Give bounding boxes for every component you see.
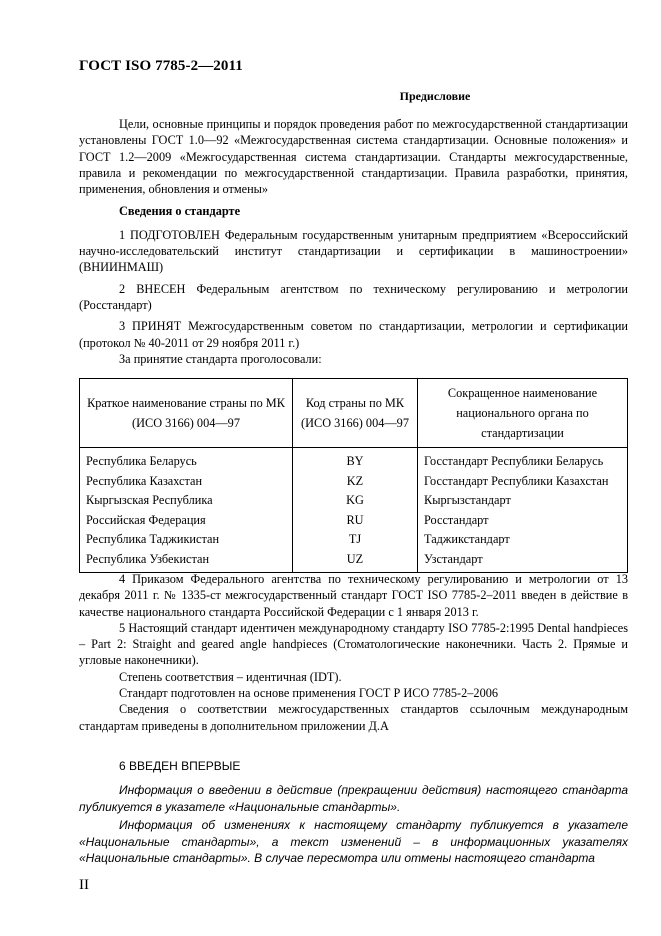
info-heading: Сведения о стандарте xyxy=(119,204,241,219)
foreword-title: Предисловие xyxy=(399,89,471,103)
country-code-cell: KG xyxy=(293,491,418,511)
info-item-3: 3 ПРИНЯТ Межгосударственным советом по стандартизации, метрологии и сертификации (протокол № 40-2011 от 29 ноября 2011 г.) xyxy=(79,319,628,350)
header-country-name: Краткое наименование страны по МК (ИСО 3166) 004—97 xyxy=(80,379,293,448)
foreword-title-row xyxy=(79,89,628,104)
info-item-5: 5 Настоящий стандарт идентичен международному стандарту ISO 7785-2:1995 Dental handpieces – Part 2: Straight and geared angle handpieces (Стоматологические наконечники. Часть 2. Прямые и угловые наконечники). xyxy=(79,620,628,668)
item-6-heading-row xyxy=(79,758,628,775)
country-code-cell: RU xyxy=(293,511,418,531)
page-number: II xyxy=(79,877,89,893)
post-table-body xyxy=(79,571,628,734)
header-country-code: Код страны по МК (ИСО 3166) 004—97 xyxy=(293,379,418,448)
country-code-cell: TJ xyxy=(293,530,418,550)
country-code-cell: KZ xyxy=(293,472,418,492)
national-body-cell: Узстандарт xyxy=(418,550,628,572)
country-name-cell: Республика Таджикистан xyxy=(80,530,293,550)
table-row xyxy=(80,511,628,531)
foreword-body xyxy=(79,116,628,367)
table-row xyxy=(80,472,628,492)
national-body-cell: Госстандарт Республики Беларусь xyxy=(418,448,628,472)
document-code: ГОСТ ISO 7785-2—2011 xyxy=(79,58,243,74)
country-name-cell: Российская Федерация xyxy=(80,511,293,531)
country-name-cell: Республика Узбекистан xyxy=(80,550,293,572)
national-body-cell: Госстандарт Республики Казахстан xyxy=(418,472,628,492)
table-header-row xyxy=(80,379,628,448)
table-row xyxy=(80,550,628,572)
basis-standard: Стандарт подготовлен на основе применения ГОСТ Р ИСО 7785-2–2006 xyxy=(119,686,499,701)
country-name-cell: Кыргызская Республика xyxy=(80,491,293,511)
publication-info xyxy=(79,782,628,869)
info-item-1: 1 ПОДГОТОВЛЕН Федеральным государственным унитарным предприятием «Всероссийский научно-исследовательский институт стандартизации и сертификации в машиностроении» (ВНИИНМАШ) xyxy=(79,227,628,275)
voting-table xyxy=(79,378,628,573)
country-name-cell: Республика Беларусь xyxy=(80,448,293,472)
degree-of-conformity: Степень соответствия – идентичная (IDT). xyxy=(119,669,342,684)
info-item-4: 4 Приказом Федерального агентства по техническому регулированию и метрологии от 13 декабря 2011 г. № 1335-ст межгосударственный стандарт ГОСТ ISO 7785-2–2011 введен в действие в качестве национального стандарта Российской Федерации с 1 января 2013 г. xyxy=(79,572,628,619)
publication-info-1: Информация о введении в действие (прекращении действия) настоящего стандарта публикуется в указателе «Национальные стандарты». xyxy=(79,783,628,814)
item-6-heading: 6 ВВЕДЕН ВПЕРВЫЕ xyxy=(119,759,241,773)
publication-info-2: Информация об изменениях к настоящему стандарту публикуется в указателе «Национальные стандарты», а текст изменений – в информационных указателях «Национальные стандарты». В случае пересмотра или отмены настоящего стандарта xyxy=(79,818,628,866)
national-body-cell: Таджикстандарт xyxy=(418,530,628,550)
country-code-cell: UZ xyxy=(293,550,418,572)
national-body-cell: Росстандарт xyxy=(418,511,628,531)
references-note: Сведения о соответствии межгосударственных стандартов ссылочным международным стандартам приведены в дополнительном приложении Д.А xyxy=(79,702,628,733)
country-name-cell: Республика Казахстан xyxy=(80,472,293,492)
info-item-2: 2 ВНЕСЕН Федеральным агентством по техническому регулированию и метрологии (Росстандарт) xyxy=(79,281,628,312)
table-row xyxy=(80,448,628,472)
national-body-cell: Кыргызстандарт xyxy=(418,491,628,511)
header-national-body: Сокращенное наименование национального органа по стандартизации xyxy=(418,379,628,448)
voted-caption: За принятие стандарта проголосовали: xyxy=(119,351,322,366)
foreword-intro: Цели, основные принципы и порядок проведения работ по межгосударственной стандартизации установлены ГОСТ 1.0—92 «Межгосударственная система стандартизации. Основные положения» и ГОСТ 1.2—2009 «Межгосударственная система стандартизации. Стандарты межгосударственные, правила и рекомендации по межгосударственной стандартизации. Правила разработки, принятия, применения, обновления и отмены» xyxy=(79,117,628,197)
country-code-cell: BY xyxy=(293,448,418,472)
table-row xyxy=(80,491,628,511)
table-row xyxy=(80,530,628,550)
